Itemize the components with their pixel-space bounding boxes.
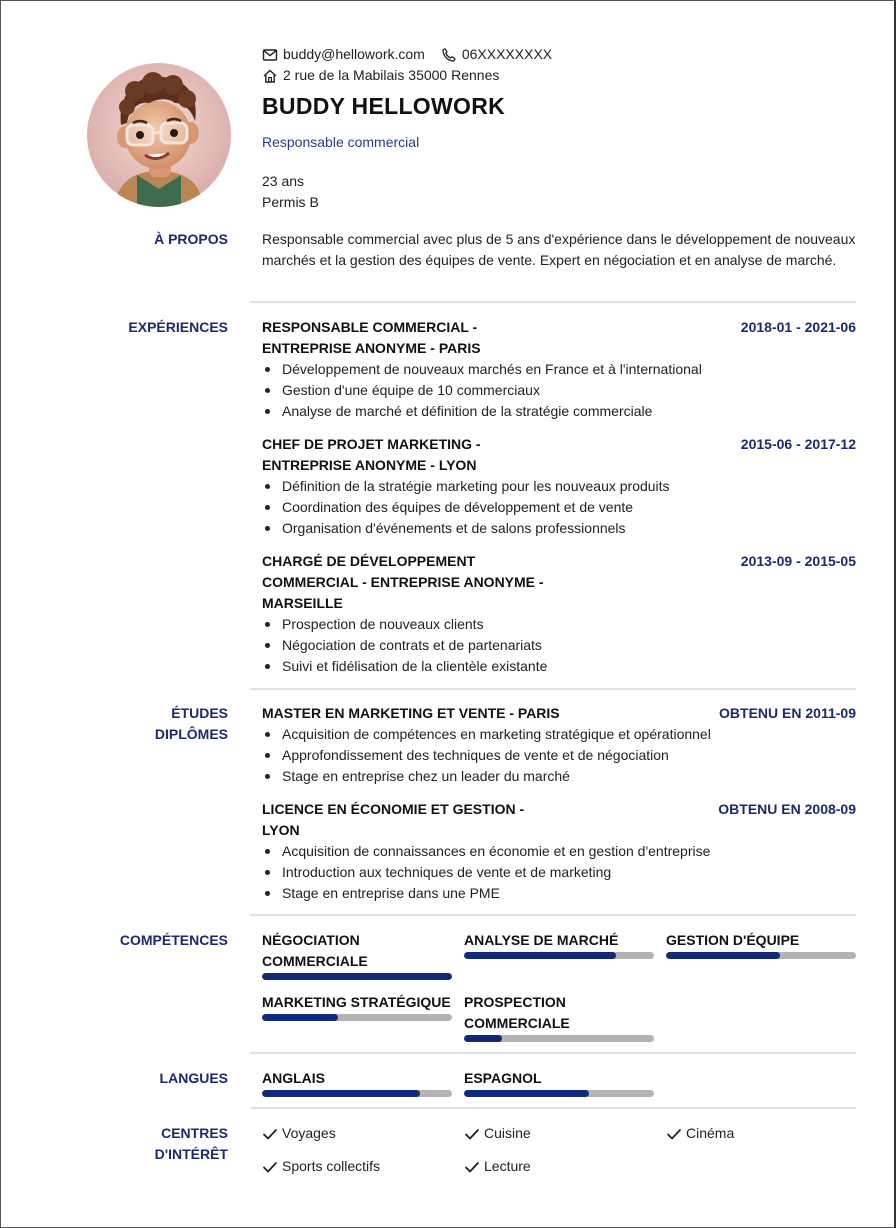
job-title: Responsable commercial: [262, 134, 420, 150]
personal-details: [262, 171, 319, 213]
skill-name: [262, 992, 452, 1013]
label-line: DIPLÔMES: [154, 726, 228, 742]
check-icon: [464, 1126, 480, 1142]
bullet-item: Stage en entreprise dans une PME: [262, 883, 856, 904]
experience-date: 2013-09 - 2015-05: [740, 553, 856, 569]
skill-level-fill: [262, 1014, 338, 1021]
section-label-about: À PROPOS: [154, 231, 228, 247]
title-line: LYON: [262, 822, 300, 838]
bullet-item: Analyse de marché et définition de la stratégie commerciale: [262, 401, 856, 422]
title-line: ENTREPRISE ANONYME - PARIS: [262, 340, 481, 356]
experience-entry: [262, 317, 856, 422]
experience-date: 2018-01 - 2021-06: [740, 319, 856, 335]
about-text: Responsable commercial avec plus de 5 ans d'expérience dans le développement de nouveaux marchés et la gestion des équipes de vente. Expert en négociation et en analyse de marché.: [262, 231, 856, 268]
experience-entry: [262, 434, 856, 539]
divider: [250, 301, 856, 303]
language-item: [464, 1068, 654, 1097]
bullet-item: Organisation d'événements et de salons professionnels: [262, 518, 856, 539]
skill-item: [464, 930, 654, 959]
title-line: CHARGÉ DE DÉVELOPPEMENT: [262, 553, 476, 569]
email-text: buddy@hellowork.com: [283, 46, 425, 62]
bullet-item: Prospection de nouveaux clients: [262, 614, 856, 635]
education-date: OBTENU EN 2008-09: [718, 801, 856, 817]
title-line: ENTREPRISE ANONYME - LYON: [262, 457, 477, 473]
bullet-item: Approfondissement des techniques de vente et de négociation: [262, 745, 856, 766]
mail-icon: [262, 47, 278, 63]
label-line: D'INTÉRÊT: [154, 1146, 228, 1162]
skill-name-line: NÉGOCIATION: [262, 932, 360, 948]
interest-label: Cinéma: [686, 1125, 735, 1141]
skill-name: [464, 930, 654, 951]
skill-name-line: COMMERCIALE: [464, 1015, 570, 1031]
bullet-item: Gestion d'une équipe de 10 commerciaux: [262, 380, 856, 401]
phone-text: 06XXXXXXXX: [461, 46, 553, 62]
experience-bullets: [262, 359, 856, 422]
label-line: ÉTUDES: [171, 705, 228, 721]
label-line: CENTRES: [161, 1125, 228, 1141]
language-level-fill: [262, 1090, 420, 1097]
title-line: LICENCE EN ÉCONOMIE ET GESTION -: [262, 801, 525, 817]
bullet-item: Acquisition de connaissances en économie et en gestion d'entreprise: [262, 841, 856, 862]
skill-level-fill: [666, 952, 780, 959]
skill-item: [262, 930, 452, 980]
contact-info: [262, 44, 568, 86]
interest-item: [666, 1123, 734, 1144]
interest-item: [464, 1156, 531, 1177]
education-entry: [262, 799, 856, 904]
skill-item: [666, 930, 856, 959]
education-date: OBTENU EN 2011-09: [719, 705, 856, 721]
skill-name-line: MARKETING STRATÉGIQUE: [262, 994, 451, 1010]
interest-label: Lecture: [484, 1158, 531, 1174]
address-item: [262, 65, 499, 86]
title-line: MASTER EN MARKETING ET VENTE - PARIS: [262, 705, 560, 721]
title-line: RESPONSABLE COMMERCIAL -: [262, 319, 478, 335]
section-label-interests: [155, 1123, 228, 1165]
skill-name: [262, 930, 452, 972]
skill-level-fill: [262, 973, 452, 980]
skill-level-bar: [464, 952, 654, 959]
language-level-fill: [464, 1090, 589, 1097]
divider: [250, 1107, 856, 1109]
skill-item: [464, 992, 654, 1042]
section-label-experience: EXPÉRIENCES: [128, 319, 228, 335]
check-icon: [262, 1159, 278, 1175]
skill-item: [262, 992, 452, 1021]
bullet-item: Introduction aux techniques de vente et de marketing: [262, 862, 856, 883]
experience-bullets: [262, 476, 856, 539]
title-line: COMMERCIAL - ENTREPRISE ANONYME -: [262, 574, 544, 590]
age-text: 23 ans: [262, 173, 305, 189]
skill-name-line: ANALYSE DE MARCHÉ: [464, 932, 619, 948]
check-icon: [666, 1126, 682, 1142]
section-label-education: [155, 703, 228, 745]
skill-level-fill: [464, 952, 616, 959]
email-item[interactable]: [262, 44, 425, 65]
divider: [250, 914, 856, 916]
bullet-item: Coordination des équipes de développement et de vente: [262, 497, 856, 518]
check-icon: [262, 1126, 278, 1142]
section-label-skills: COMPÉTENCES: [119, 932, 228, 948]
skill-name-line: COMMERCIALE: [262, 953, 368, 969]
check-icon: [464, 1159, 480, 1175]
bullet-item: Stage en entreprise chez un leader du marché: [262, 766, 856, 787]
skill-level-bar: [262, 1014, 452, 1021]
interest-label: Cuisine: [484, 1125, 531, 1141]
address-text: 2 rue de la Mabilais 35000 Rennes: [283, 67, 500, 83]
language-level-bar: [262, 1090, 452, 1097]
interest-item: [262, 1156, 380, 1177]
divider: [250, 688, 856, 690]
avatar: [87, 63, 231, 207]
home-icon: [262, 68, 278, 84]
interest-item: [464, 1123, 531, 1144]
skill-level-bar: [464, 1035, 654, 1042]
skill-level-bar: [262, 973, 452, 980]
language-name: ESPAGNOL: [464, 1070, 542, 1086]
bullet-item: Négociation de contrats et de partenariats: [262, 635, 856, 656]
title-line: MARSEILLE: [262, 595, 343, 611]
experience-entry: [262, 551, 856, 677]
divider: [250, 1052, 856, 1054]
title-line: CHEF DE PROJET MARKETING -: [262, 436, 481, 452]
experience-bullets: [262, 614, 856, 677]
skill-name: [464, 992, 654, 1034]
bullet-item: Développement de nouveaux marchés en France et à l'international: [262, 359, 856, 380]
bullet-item: Suivi et fidélisation de la clientèle existante: [262, 656, 856, 677]
full-name: BUDDY HELLOWORK: [262, 93, 506, 119]
experience-date: 2015-06 - 2017-12: [740, 436, 856, 452]
skill-name-line: PROSPECTION: [464, 994, 566, 1010]
interest-label: Voyages: [282, 1125, 336, 1141]
interest-label: Sports collectifs: [282, 1158, 381, 1174]
education-bullets: [262, 841, 856, 904]
phone-icon: [441, 47, 457, 63]
interest-item: [262, 1123, 336, 1144]
bullet-item: Définition de la stratégie marketing pour les nouveaux produits: [262, 476, 856, 497]
phone-item[interactable]: [441, 44, 552, 65]
license-text: Permis B: [262, 194, 319, 210]
education-bullets: [262, 724, 856, 787]
language-level-bar: [464, 1090, 654, 1097]
section-label-languages: LANGUES: [159, 1070, 228, 1086]
education-entry: [262, 703, 856, 787]
language-item: [262, 1068, 452, 1097]
skill-level-bar: [666, 952, 856, 959]
skill-level-fill: [464, 1035, 502, 1042]
bullet-item: Acquisition de compétences en marketing stratégique et opérationnel: [262, 724, 856, 745]
language-name: ANGLAIS: [262, 1070, 325, 1086]
skill-name: [666, 930, 856, 951]
skill-name-line: GESTION D'ÉQUIPE: [666, 932, 800, 948]
